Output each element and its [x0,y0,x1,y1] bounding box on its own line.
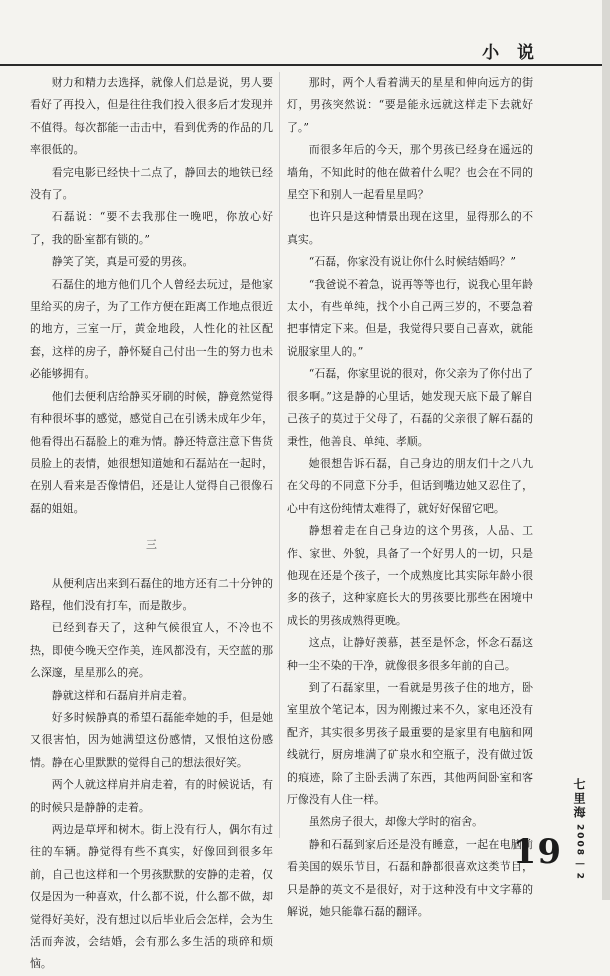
section-number: 三 [146,538,157,552]
paragraph: 到了石磊家里，一看就是男孩子住的地方，卧室里放个笔记本，因为刚搬过来不久，家电还没有配齐，其实很多男孩子最重要的是家里有电脑和网线就行，厨房堆满了矿泉水和空瓶子，没有做过饭的痕迹，除了主卧丢满了东西，其他两间卧室和客厅像没有人住一样。 [287,680,533,806]
paragraph: 石磊住的地方他们几个人曾经去玩过，是他家里给买的房子，为了工作方便在距离工作地点很近的地方，三室一厅，黄金地段，人性化的社区配套，这样的房子，静怀疑自己付出一生的努力也未必能够拥有。 [30,277,273,381]
paragraph: 财力和精力去选择，就像人们总是说，男人要看好了再投入，但是往往我们投入很多后才发现并不值得。每次都能一击击中，看到优秀的作品的几率很低的。 [30,76,273,157]
right-column [287,72,533,923]
paragraph: 从便利店出来到石磊住的地方还有二十分钟的路程，他们没有打车，而是散步。 [30,576,273,612]
paragraph: 他们去便利店给静买牙刷的时候，静竟然觉得有种很坏事的感觉，感觉自己在引诱未成年少年，他看得出石磊脸上的难为情。静还特意注意下售货员脸上的表情，她很想知道她和石磊站在一起时，在别人看来是否像情侣，还是让人觉得自己很像石磊的姐姐。 [30,389,273,515]
paragraph: 静笑了笑，真是可爱的男孩。 [51,255,194,269]
paragraph: “石磊，你家里说的很对，你父亲为了你付出了很多啊。”这是静的心里话，她发现天底下最了解自己孩子的莫过于父母了，石磊的父亲很了解石磊的秉性，他善良、单纯、孝顺。 [287,367,533,448]
paragraph: 静想着走在自己身边的这个男孩，人品、工作、家世、外貌，具备了一个好男人的一切，只是他现在还是个孩子，一个成熟度比其实际年龄小很多的孩子，这种家庭长大的男孩要比那些在困境中成长的男孩成熟得更晚。 [287,524,533,627]
paragraph: 好多时候静真的希望石磊能牵她的手，但是她又很害怕，因为她满望这份感情，又恨怕这份感情。静在心里默默的觉得自己的想法很好笑。 [30,710,273,769]
paragraph: 她很想告诉石磊，自己身边的朋友们十之八九在父母的不同意下分手，但话到嘴边她又忍住了，心中有这份纯情太难得了，就好好保留它吧。 [287,456,533,515]
paragraph: 那时，两个人看着满天的星星和伸向远方的街灯，男孩突然说：“要是能永远就这样走下去就好了。” [287,76,533,134]
paragraph: 看完电影已经快十二点了，静回去的地铁已经没有了。 [30,165,273,202]
paragraph: “石磊，你家没有说让你什么时候结婚吗？” [308,255,516,269]
issue-number: 2008 | 2 [574,824,585,881]
magazine-name: 七里海 [572,778,586,820]
right-paragraphs [287,72,533,923]
paragraph: 静就这样和石磊肩并肩走着。 [51,688,194,702]
paragraph: 两个人就这样肩并肩走着，有的时候说话，有的时候只是静静的走着。 [30,778,273,814]
paragraph: 两边是草坪和树木。街上没有行人，偶尔有过往的车辆。静觉得有些不真实，好像回到很多年前，自己也这样和一个男孩默默的安静的走着，仅仅是因为一种喜欢，什么都不说，什么都不做，却觉得好美好，没有想过以后毕业后会怎样，会为生活而奔波，会结婚，会有那么多生活的琐碎和烦恼。 [30,823,273,971]
paragraph: 石磊说：“要不去我那住一晚吧，你放心好了，我的卧室都有锁的。” [30,210,273,246]
column-divider [279,72,280,838]
paragraph: “我爸说不着急，说再等等也行，说我心里年龄太小，有些单纯，找个小自己两三岁的，不要急着把事情定下来。但是，我觉得只要自己喜欢，就能说服家里人的。” [287,277,533,358]
paragraph: 虽然房子很大，却像大学时的宿舍。 [308,815,484,829]
section-label: 小 说 [482,43,540,63]
left-paragraphs-after [30,573,273,976]
header-rule [0,64,610,66]
paragraph: 而很多年后的今天，那个男孩已经身在遥远的墙角，不知此时的他在做着什么呢？也会在不同的星空下和别人一起看星星吗？ [287,143,533,202]
page-edge [602,0,610,900]
paragraph: 静和石磊到家后还是没有睡意，一起在电脑前看美国的娱乐节目，石磊和静都很喜欢这类节目，只是静的英文不是很好，对于这种没有中文字幕的解说，她只能靠石磊的翻译。 [287,837,533,919]
left-paragraphs-before [30,72,273,520]
paragraph: 这点，让静好羡慕，甚至是怀念，怀念石磊这种一尘不染的干净，就像很多很多年前的自己。 [287,636,533,672]
paragraph: 也许只是这种情景出现在这里，显得那么的不真实。 [287,210,533,246]
paragraph: 已经到春天了，这种气候很宜人，不冷也不热，即使今晚天空作美，连风都没有，天空蓝的那么深邃，星星那么的亮。 [30,621,273,680]
magazine-side-brand [571,778,588,881]
left-column [30,72,273,976]
page-number: 19 [512,832,562,872]
